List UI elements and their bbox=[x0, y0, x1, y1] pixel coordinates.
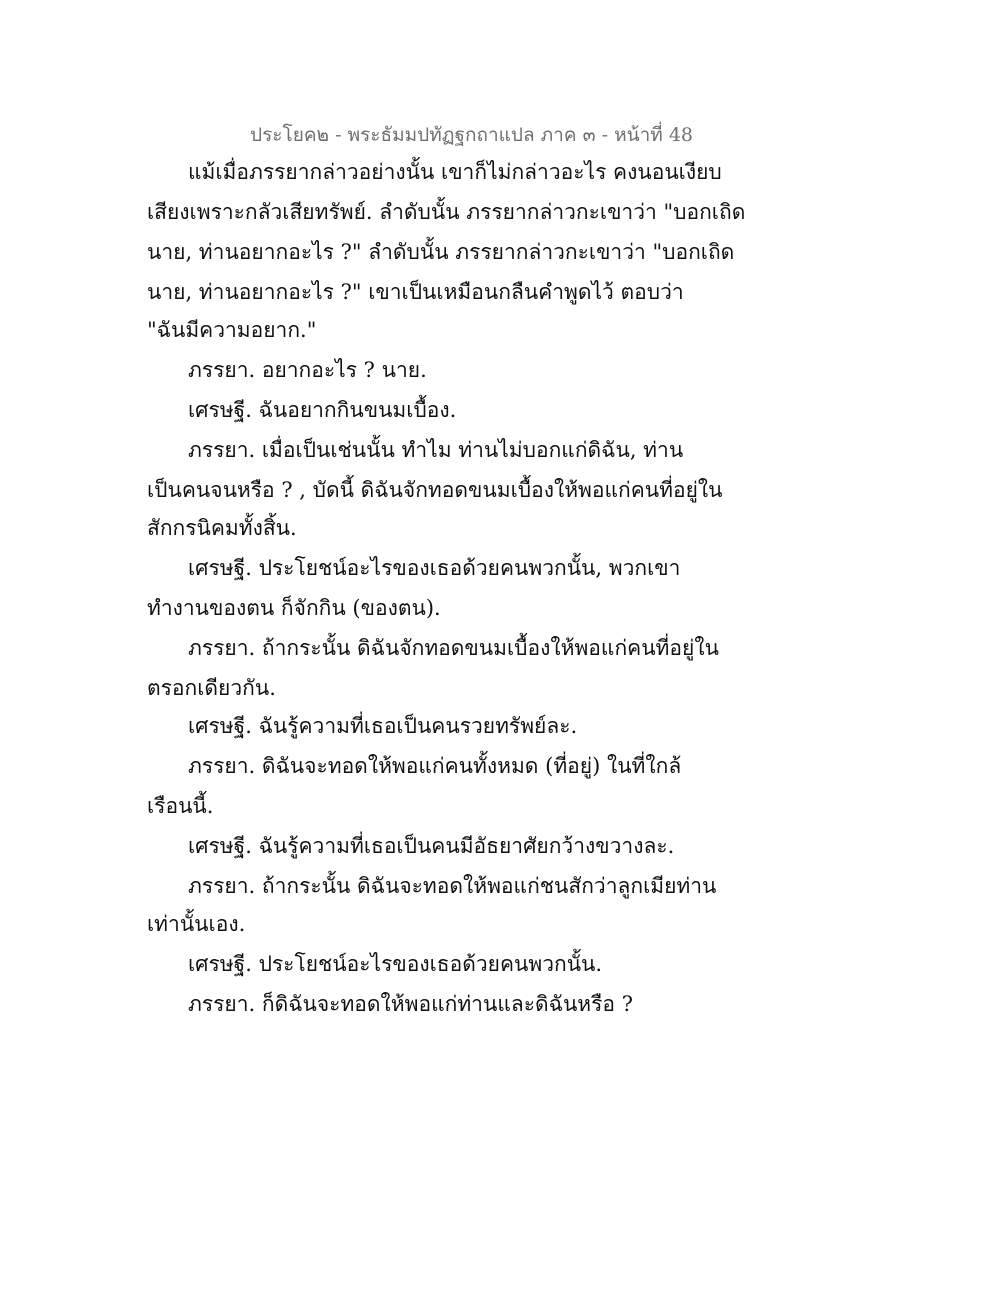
dialogue-line: ภรรยา. ถ้ากระนั้น ดิฉันจักทอดขนมเบื้องให้พอแก่คนที่อยู่ใน bbox=[188, 636, 719, 660]
text-line: ตรอกเดียวกัน. bbox=[147, 676, 276, 700]
text-line: เป็นคนจนหรือ ? , บัดนี้ ดิฉันจักทอดขนมเบื้องให้พอแก่คนที่อยู่ใน bbox=[147, 478, 723, 502]
text-line: แม้เมื่อภรรยากล่าวอย่างนั้น เขาก็ไม่กล่าวอะไร คงนอนเงียบ bbox=[188, 160, 722, 184]
text-line: เรือนนี้. bbox=[147, 794, 214, 818]
text-line: "ฉันมีความอยาก." bbox=[147, 318, 317, 342]
dialogue-line: ภรรยา. ถ้ากระนั้น ดิฉันจะทอดให้พอแก่ชนสักว่าลูกเมียท่าน bbox=[188, 874, 717, 898]
text-line: เท่านั้นเอง. bbox=[147, 912, 246, 936]
text-line: นาย, ท่านอยากอะไร ?" ลำดับนั้น ภรรยากล่าวกะเขาว่า "บอกเถิด bbox=[147, 240, 735, 264]
running-head: ประโยค๒ - พระธัมมปทัฏฐกถาแปล ภาค ๓ - หน้าที่ 48 bbox=[250, 124, 693, 146]
dialogue-line: เศรษฐี. ประโยชน์อะไรของเธอด้วยคนพวกนั้น. bbox=[188, 952, 603, 976]
dialogue-line: ภรรยา. อยากอะไร ? นาย. bbox=[188, 358, 427, 382]
dialogue-line: เศรษฐี. ฉันรู้ความที่เธอเป็นคนรวยทรัพย์ละ. bbox=[188, 714, 578, 738]
dialogue-line: เศรษฐี. ฉันอยากกินขนมเบื้อง. bbox=[188, 398, 457, 422]
text-line: สักกรนิคมทั้งสิ้น. bbox=[147, 516, 297, 540]
text-line: นาย, ท่านอยากอะไร ?" เขาเป็นเหมือนกลืนคำพูดไว้ ตอบว่า bbox=[147, 280, 684, 304]
text-line: เสียงเพราะกลัวเสียทรัพย์. ลำดับนั้น ภรรยากล่าวกะเขาว่า "บอกเถิด bbox=[147, 200, 746, 224]
dialogue-line: ภรรยา. ดิฉันจะทอดให้พอแก่คนทั้งหมด (ที่อยู่) ในที่ใกล้ bbox=[188, 754, 682, 778]
text-line: ทำงานของตน ก็จักกิน (ของตน). bbox=[147, 596, 441, 620]
dialogue-line: เศรษฐี. ฉันรู้ความที่เธอเป็นคนมีอัธยาศัยกว้างขวางละ. bbox=[188, 834, 675, 858]
dialogue-line: ภรรยา. ก็ดิฉันจะทอดให้พอแก่ท่านและดิฉันหรือ ? bbox=[188, 992, 633, 1016]
dialogue-line: ภรรยา. เมื่อเป็นเช่นนั้น ทำไม ท่านไม่บอกแก่ดิฉัน, ท่าน bbox=[188, 438, 684, 462]
dialogue-line: เศรษฐี. ประโยชน์อะไรของเธอด้วยคนพวกนั้น, พวกเขา bbox=[188, 556, 681, 580]
